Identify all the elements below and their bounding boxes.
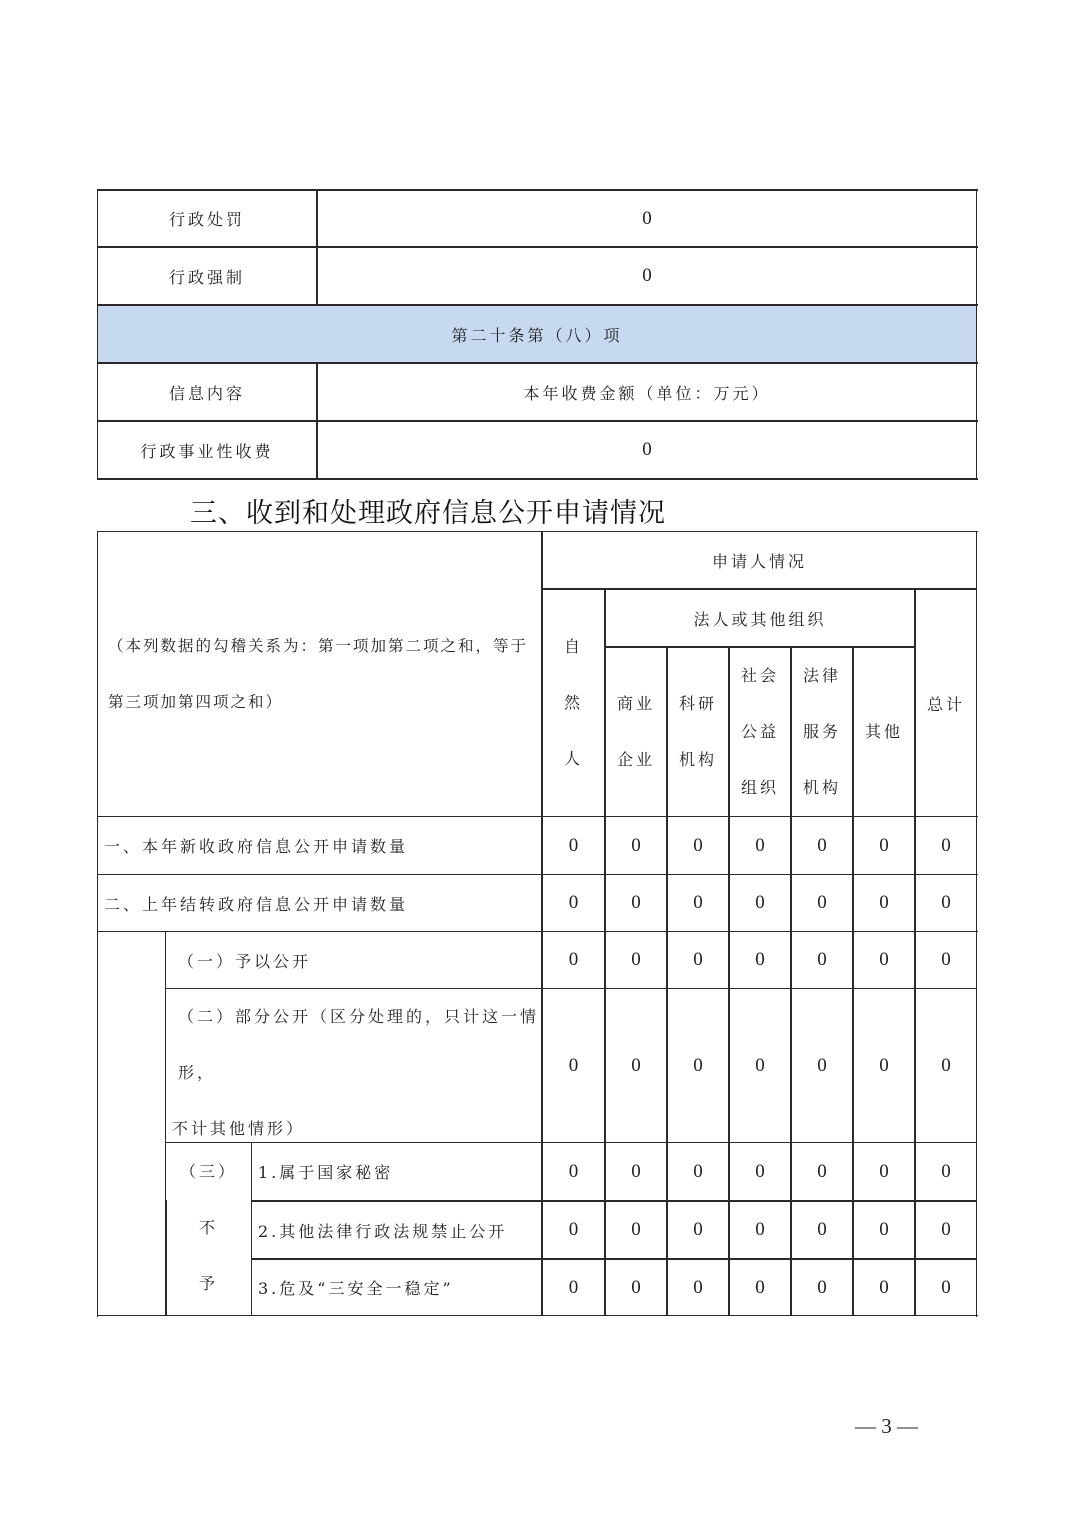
header-char: 自 <box>563 637 583 656</box>
group-label-part: 予 <box>198 1274 218 1293</box>
table-cell-value: 0 <box>631 834 641 856</box>
row-label-line-1: （二）部分公开（区分处理的，只计这一情形， <box>178 1007 540 1082</box>
table-cell-value: 0 <box>755 834 765 856</box>
table-cell-value: 0 <box>693 949 703 970</box>
header-line: 机构 <box>678 750 717 769</box>
row-label: 3.危及“三安全一稳定” <box>258 1279 454 1298</box>
row-label-carried-over <box>98 875 541 931</box>
group-label-part: 不 <box>198 1218 218 1237</box>
table-cell-value: 0 <box>817 1054 827 1076</box>
table-cell-value: 0 <box>879 1219 889 1240</box>
commercial-enterprise-header <box>606 648 666 816</box>
table-cell-value: 0 <box>568 1160 579 1182</box>
row-label: 行政处罚 <box>168 210 245 229</box>
table-cell-value: 0 <box>879 949 889 970</box>
row-label: 2.其他法律行政法规禁止公开 <box>258 1221 508 1241</box>
table-cell-value: 0 <box>568 834 579 856</box>
table-cell-value: 0 <box>631 1054 641 1076</box>
table-cell-value: 0 <box>879 1054 889 1076</box>
table-cell-value: 0 <box>568 1219 579 1240</box>
header-line: 公益 <box>740 722 779 741</box>
table-cell-value: 0 <box>568 949 579 970</box>
row-value: 0 <box>642 439 652 460</box>
section-header-row <box>98 306 976 362</box>
table-cell-value: 0 <box>941 834 951 856</box>
header-note <box>98 532 541 816</box>
row-label-info-content <box>98 364 316 420</box>
legal-entity-header <box>606 590 914 646</box>
table-cell-value: 0 <box>693 1054 703 1076</box>
applicant-header-text: 申请人情况 <box>711 551 807 571</box>
total-header <box>916 590 976 816</box>
note-line-1: （本列数据的勾稽关系为：第一项加第二项之和，等于 <box>108 637 529 655</box>
research-institution-header <box>668 648 728 816</box>
row-value-enforcement <box>318 248 976 304</box>
row-label: 二、上年结转政府信息公开申请数量 <box>104 894 409 914</box>
table-cell-value: 0 <box>817 1276 827 1298</box>
table-cell-value: 0 <box>941 1160 951 1182</box>
applicant-header <box>543 532 976 588</box>
row-label: 行政强制 <box>168 267 245 287</box>
row-label-prohibited-by-law <box>252 1202 541 1258</box>
legal-service-header <box>792 648 852 816</box>
header-line: 法律 <box>802 666 841 685</box>
table-cell-value: 0 <box>755 1276 765 1298</box>
table-cell-value: 0 <box>879 892 889 913</box>
table-border <box>976 189 977 480</box>
section-heading: 三、收到和处理政府信息公开申请情况 <box>190 498 666 529</box>
table-cell-value: 0 <box>755 1219 765 1240</box>
row-label-state-secret <box>252 1143 541 1200</box>
row-label-fee <box>98 422 316 478</box>
row-label-disclosed <box>166 932 541 988</box>
not-disclosed-group-label <box>166 1143 251 1316</box>
table-cell-value: 0 <box>755 1160 765 1182</box>
table-cell-value: 0 <box>879 1160 889 1182</box>
row-value: 本年收费金额（单位：万元） <box>523 383 771 403</box>
row-value-info-content <box>318 364 976 420</box>
table-cell-value: 0 <box>755 949 765 970</box>
note-line-2: 第三项加第四项之和） <box>108 693 284 711</box>
row-label-security-stability <box>252 1260 541 1315</box>
public-welfare-org-header <box>730 648 790 816</box>
table-cell-value: 0 <box>817 1219 827 1240</box>
header-line: 企业 <box>616 750 655 769</box>
header-line: 社会 <box>740 666 779 685</box>
table-cell-value: 0 <box>631 1219 641 1240</box>
table-cell-value: 0 <box>941 1054 951 1076</box>
legal-entity-header-text: 法人或其他组织 <box>693 609 827 629</box>
table-cell-value: 0 <box>817 834 827 856</box>
row-label-new-requests <box>98 817 541 874</box>
table-cell-value: 0 <box>631 949 641 970</box>
table-border <box>97 478 978 480</box>
header-line: 组织 <box>740 778 779 797</box>
row-label-line-2: 不计其他情形） <box>172 1119 306 1138</box>
table-cell-value: 0 <box>568 1276 579 1298</box>
row-label: 一、本年新收政府信息公开申请数量 <box>104 837 409 856</box>
row-value-fee <box>318 422 976 478</box>
other-header <box>854 648 914 816</box>
section-header-text: 第二十条第（八）项 <box>451 325 623 345</box>
row-label: 信息内容 <box>168 383 245 403</box>
header-char: 然 <box>563 693 583 712</box>
header-line: 其他 <box>864 722 903 741</box>
table-cell-value: 0 <box>631 1276 641 1298</box>
table-cell-value: 0 <box>941 1276 951 1298</box>
header-line: 科研 <box>678 694 717 713</box>
table-cell-value: 0 <box>693 1276 703 1298</box>
table-cell-value: 0 <box>817 1160 827 1182</box>
table-cell-value: 0 <box>693 834 703 856</box>
header-line: 机构 <box>802 778 841 797</box>
table-cell-value: 0 <box>755 892 765 913</box>
header-line: 商业 <box>616 694 655 713</box>
row-label: （一）予以公开 <box>178 951 312 971</box>
table-cell-value: 0 <box>631 892 641 913</box>
table-cell-value: 0 <box>817 892 827 913</box>
natural-person-header <box>543 590 604 816</box>
table-cell-value: 0 <box>631 1160 641 1182</box>
total-header-text: 总计 <box>926 694 965 714</box>
header-char: 人 <box>563 749 583 768</box>
table-cell-value: 0 <box>817 949 827 970</box>
row-label-partially-disclosed <box>166 989 541 1142</box>
table-cell-value: 0 <box>941 1219 951 1240</box>
row-value: 0 <box>642 207 652 229</box>
table-cell-value: 0 <box>941 892 951 913</box>
table-cell-value: 0 <box>755 1054 765 1076</box>
table-cell-value: 0 <box>879 834 889 856</box>
row-value-penalty <box>318 191 976 246</box>
row-label: 行政事业性收费 <box>140 441 274 461</box>
table-cell-value: 0 <box>879 1276 889 1298</box>
table-cell-value: 0 <box>693 1219 703 1240</box>
table-cell-value: 0 <box>693 1160 703 1182</box>
table-cell-value: 0 <box>568 892 579 913</box>
header-line: 服务 <box>802 722 841 741</box>
table-cell-value: 0 <box>568 1054 579 1076</box>
page-number: — 3 — <box>855 1414 918 1438</box>
row-value: 0 <box>642 265 652 286</box>
group-label-part: （三） <box>179 1162 237 1181</box>
row-label: 1.属于国家秘密 <box>258 1163 394 1182</box>
row-label-penalty <box>98 191 316 246</box>
table-cell-value: 0 <box>941 949 951 970</box>
row-label-enforcement <box>98 248 316 304</box>
table-cell-value: 0 <box>693 892 703 913</box>
